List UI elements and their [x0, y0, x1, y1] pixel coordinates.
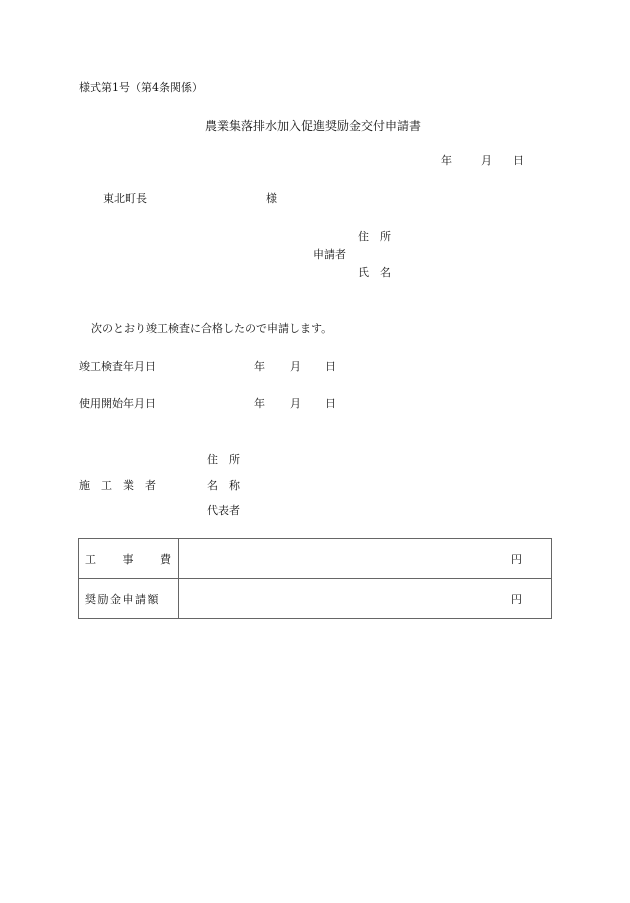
date-day: 日: [513, 154, 524, 167]
contractor-name-label: 名 称: [207, 479, 240, 492]
inspection-month: 月: [290, 360, 301, 373]
date-month: 月: [481, 154, 492, 167]
table-row: [79, 579, 552, 619]
yen-unit: 円: [511, 592, 522, 606]
form-number: 様式第1号（第4条関係）: [79, 81, 203, 94]
start-date-label: 使用開始年月日: [79, 397, 156, 410]
contractor-address-label: 住 所: [207, 453, 240, 466]
construction-cost-field[interactable]: [179, 539, 552, 579]
inspection-date-label: 竣工検査年月日: [79, 360, 156, 373]
date-year: 年: [441, 154, 452, 167]
yen-unit: 円: [511, 552, 522, 566]
document-title: 農業集落排水加入促進奨励金交付申請書: [205, 119, 422, 133]
contractor-representative-label: 代表者: [207, 504, 240, 517]
inspection-year: 年: [254, 360, 265, 373]
statement: 次のとおり竣工検査に合格したので申請します。: [91, 322, 333, 335]
start-day: 日: [325, 397, 336, 410]
inspection-day: 日: [325, 360, 336, 373]
grant-amount-label: 奨励金申請額: [79, 579, 179, 619]
applicant-label: 申請者: [313, 248, 346, 261]
applicant-address-label: 住 所: [358, 230, 391, 243]
start-month: 月: [290, 397, 301, 410]
start-year: 年: [254, 397, 265, 410]
contractor-label: 施 工 業 者: [79, 479, 156, 492]
construction-cost-label: 工 事 費: [79, 539, 179, 579]
addressee-name: 東北町長: [103, 192, 147, 205]
table-row: [79, 539, 552, 579]
grant-amount-field[interactable]: [179, 579, 552, 619]
addressee-honorific: 様: [266, 192, 277, 205]
applicant-name-label: 氏 名: [358, 266, 391, 279]
amount-table: [78, 538, 552, 619]
